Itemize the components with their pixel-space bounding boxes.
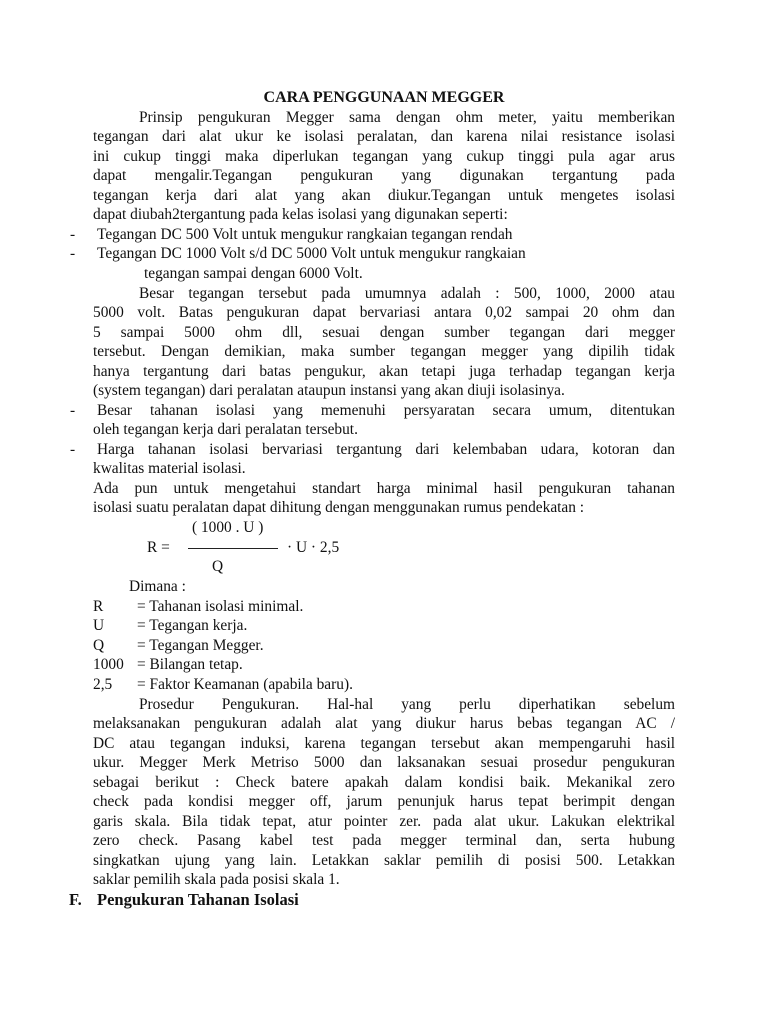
definition-symbol: U [93,617,105,634]
paragraph-line: DC atau tegangan induksi, karena tegangan tersebut akan mempengaruhi hasil [93,735,675,752]
paragraph-line: sebagai berikut : Check batere apakah dalam kondisi baik. Mekanikal zero [93,774,675,791]
paragraph-line: 5 sampai 5000 ohm dll, sesuai dengan sumber tegangan dari megger [93,324,675,341]
paragraph-line: (system tegangan) dari peralatan ataupun instansi yang akan diuji isolasinya. [93,382,565,399]
paragraph-line: singkatkan ujung yang lain. Letakkan saklar pemilih di posisi 500. Letakkan [93,852,675,869]
intro-line: tegangan kerja dari alat yang akan diukur.Tegangan untuk mengetes isolasi [93,187,675,204]
definition-symbol: 2,5 [93,676,113,693]
paragraph-line: check pada kondisi megger off, jarum penunjuk harus tepat berimpit dengan [93,793,675,810]
bullet-item-continued: tegangan sampai dengan 6000 Volt. [144,265,363,282]
paragraph-line: 5000 volt. Batas pengukuran dapat bervariasi antara 0,02 sampai 20 ohm dan [93,304,675,321]
paragraph-line: zero check. Pasang kabel test pada megger terminal dan, serta hubung [93,832,675,849]
paragraph-line: isolasi suatu peralatan dapat dihitung dengan menggunakan rumus pendekatan : [93,499,585,516]
definition-desc: = Faktor Keamanan (apabila baru). [137,676,353,693]
paragraph-line: ukur. Megger Merk Metriso 5000 dan laksanakan sesuai prosedur pengukuran [93,754,675,771]
bullet-dash: - [70,441,76,458]
paragraph-line: Ada pun untuk mengetahui standart harga minimal hasil pengukuran tahanan [93,480,675,497]
formula-lhs: R = [147,539,170,556]
paragraph-line: Prosedur Pengukuran. Hal-hal yang perlu diperhatikan sebelum [139,696,675,713]
definition-desc: = Tegangan Megger. [137,637,264,654]
bullet-dash: - [70,402,76,419]
definition-desc: = Tegangan kerja. [137,617,248,634]
formula-fraction-bar [188,548,278,549]
page-title: CARA PENGGUNAAN MEGGER [263,89,505,106]
bullet-dash: - [70,245,76,262]
bullet-item: Tegangan DC 1000 Volt s/d DC 5000 Volt untuk mengukur rangkaian [97,245,526,262]
definition-symbol: R [93,598,104,615]
formula-denominator: Q [212,558,224,575]
formula-numerator: ( 1000 . U ) [192,519,264,536]
intro-line: dapat mengalir.Tegangan pengukuran yang digunakan tergantung pada [93,167,675,184]
definition-desc: = Tahanan isolasi minimal. [137,598,304,615]
paragraph-line: saklar pemilih skala pada posisi skala 1. [93,871,340,888]
bullet-item: Harga tahanan isolasi bervariasi tergantung dari kelembaban udara, kotoran dan [97,441,675,458]
definition-symbol: 1000 [93,656,124,673]
paragraph-line: garis skala. Bila tidak tepat, atur pointer zer. pada alat ukur. Lakukan elektrikal [93,813,675,830]
section-number: F. [69,890,82,909]
intro-line: dapat diubah2tergantung pada kelas isolasi yang digunakan seperti: [93,206,508,223]
paragraph-line: Besar tegangan tersebut pada umumnya adalah : 500, 1000, 2000 atau [139,285,675,302]
intro-line: tegangan dari alat ukur ke isolasi peralatan, dan karena nilai resistance isolasi [93,128,675,145]
paragraph-line: tersebut. Dengan demikian, maka sumber tegangan megger yang dipilih tidak [93,343,675,360]
paragraph-line: hanya tergantung dari batas pengukur, akan tetapi juga terhadap tegangan kerja [93,363,675,380]
dimana-label: Dimana : [129,578,186,595]
bullet-item: Tegangan DC 500 Volt untuk mengukur rangkaian tegangan rendah [97,226,513,243]
bullet-dash: - [70,226,76,243]
paragraph-line: melaksanakan pengukuran adalah alat yang diukur harus bebas tegangan AC / [93,715,675,732]
bullet-item: Besar tahanan isolasi yang memenuhi persyaratan secara umum, ditentukan [97,402,675,419]
intro-line: ini cukup tinggi maka diperlukan tegangan yang cukup tinggi pula agar arus [93,148,675,165]
bullet-item-continued: oleh tegangan kerja dari peralatan tersebut. [93,421,358,438]
intro-line: Prinsip pengukuran Megger sama dengan ohm meter, yaitu memberikan [139,109,675,126]
formula-rhs: · U · 2,5 [287,539,340,556]
definition-desc: = Bilangan tetap. [137,656,243,673]
section-heading: Pengukuran Tahanan Isolasi [97,890,299,909]
definition-symbol: Q [93,637,105,654]
bullet-item-continued: kwalitas material isolasi. [93,460,246,477]
